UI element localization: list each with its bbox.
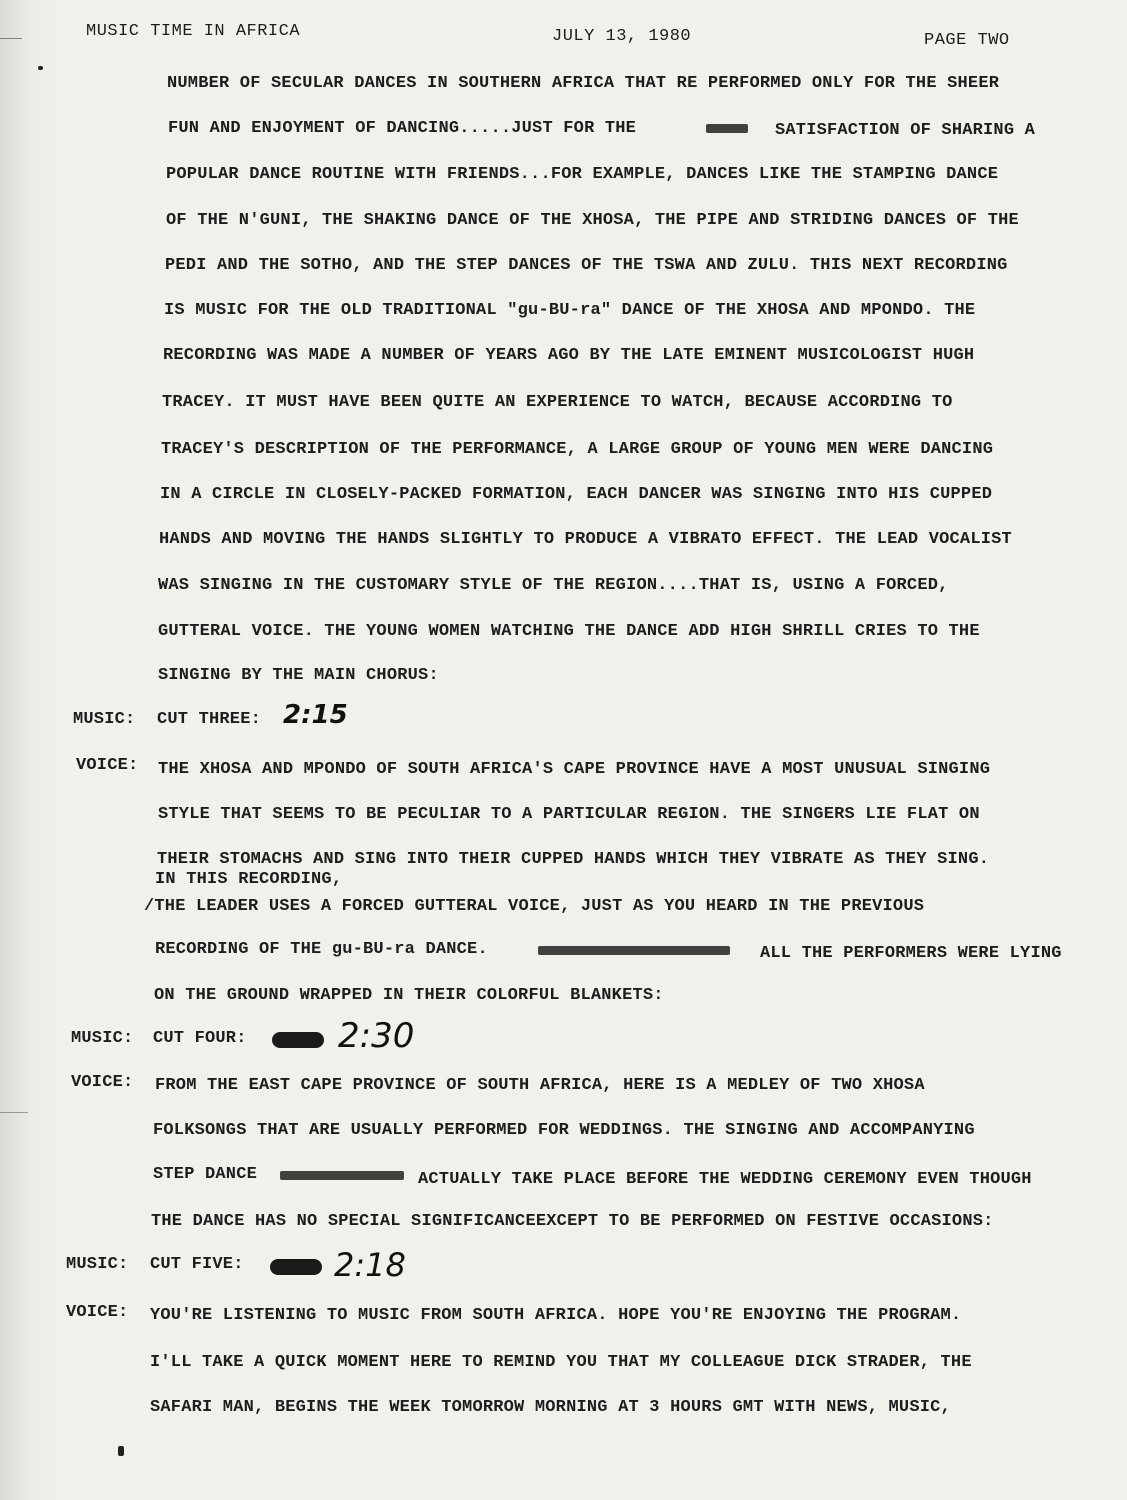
voice3-line-3: SAFARI MAN, BEGINS THE WEEK TOMORROW MORNING AT 3 HOURS GMT WITH NEWS, MUSIC,: [150, 1398, 951, 1417]
cut-five-label: CUT FIVE:: [150, 1255, 244, 1274]
para1-line-12: WAS SINGING IN THE CUSTOMARY STYLE OF THE REGION....THAT IS, USING A FORCED,: [158, 576, 949, 595]
para1-line-2b: SATISFACTION OF SHARING A: [775, 121, 1036, 140]
voice1-line-5a: RECORDING OF THE gu-BU-ra DANCE.: [155, 940, 488, 959]
music-label: MUSIC:: [66, 1255, 129, 1274]
voice2-line-3b: ACTUALLY TAKE PLACE BEFORE THE WEDDING CEREMONY EVEN THOUGH: [418, 1170, 1032, 1189]
voice2-line-2: FOLKSONGS THAT ARE USUALLY PERFORMED FOR WEDDINGS. THE SINGING AND ACCOMPANYING: [153, 1121, 975, 1140]
struck-out-text: [538, 946, 730, 955]
para1-line-8: TRACEY. IT MUST HAVE BEEN QUITE AN EXPERIENCE TO WATCH, BECAUSE ACCORDING TO: [162, 393, 953, 412]
voice-label: VOICE:: [66, 1303, 129, 1322]
scribbled-out-time: [270, 1259, 322, 1275]
voice1-line-2: STYLE THAT SEEMS TO BE PECULIAR TO A PARTICULAR REGION. THE SINGERS LIE FLAT ON: [158, 805, 980, 824]
cut-three-label: CUT THREE:: [157, 710, 262, 729]
voice1-line-6: ON THE GROUND WRAPPED IN THEIR COLORFUL BLANKETS:: [154, 986, 664, 1005]
para1-line-13: GUTTERAL VOICE. THE YOUNG WOMEN WATCHING THE DANCE ADD HIGH SHRILL CRIES TO THE: [158, 622, 980, 641]
para1-line-5: PEDI AND THE SOTHO, AND THE STEP DANCES OF THE TSWA AND ZULU. THIS NEXT RECORDING: [165, 256, 1008, 275]
para1-line-6: IS MUSIC FOR THE OLD TRADITIONAL "gu-BU-ra" DANCE OF THE XHOSA AND MPONDO. THE: [164, 301, 976, 320]
voice1-line-3: THEIR STOMACHS AND SING INTO THEIR CUPPED HANDS WHICH THEY VIBRATE AS THEY SING.: [157, 850, 990, 869]
cut-four-label: CUT FOUR:: [153, 1029, 247, 1048]
page-number: PAGE TWO: [924, 31, 1010, 50]
voice2-line-4: THE DANCE HAS NO SPECIAL SIGNIFICANCEEXCEPT TO BE PERFORMED ON FESTIVE OCCASIONS:: [151, 1212, 994, 1231]
cut-five-duration: 2:18: [334, 1246, 406, 1284]
scribbled-out-time: [272, 1032, 324, 1048]
edge-speck: [118, 1446, 124, 1456]
edge-scratch: [0, 38, 22, 39]
struck-out-word: [706, 124, 748, 133]
voice2-line-3a: STEP DANCE: [153, 1165, 258, 1184]
cut-four-duration: 2:30: [338, 1016, 415, 1056]
voice1-line-4: /THE LEADER USES A FORCED GUTTERAL VOICE, JUST AS YOU HEARD IN THE PREVIOUS: [144, 897, 925, 916]
para1-line-9: TRACEY'S DESCRIPTION OF THE PERFORMANCE, A LARGE GROUP OF YOUNG MEN WERE DANCING: [161, 440, 994, 459]
music-label: MUSIC:: [71, 1029, 134, 1048]
para1-line-14: SINGING BY THE MAIN CHORUS:: [158, 666, 439, 685]
voice1-line-1: THE XHOSA AND MPONDO OF SOUTH AFRICA'S CAPE PROVINCE HAVE A MOST UNUSUAL SINGING: [158, 760, 991, 779]
music-label: MUSIC:: [73, 710, 136, 729]
para1-line-10: IN A CIRCLE IN CLOSELY-PACKED FORMATION, EACH DANCER WAS SINGING INTO HIS CUPPED: [160, 485, 993, 504]
voice3-line-1: YOU'RE LISTENING TO MUSIC FROM SOUTH AFRICA. HOPE YOU'RE ENJOYING THE PROGRAM.: [150, 1306, 962, 1325]
edge-scratch: [0, 1112, 28, 1113]
voice2-line-1: FROM THE EAST CAPE PROVINCE OF SOUTH AFRICA, HERE IS A MEDLEY OF TWO XHOSA: [155, 1076, 925, 1095]
program-title: MUSIC TIME IN AFRICA: [86, 22, 301, 41]
para1-line-2a: FUN AND ENJOYMENT OF DANCING.....JUST FOR THE: [168, 119, 637, 138]
cut-three-duration: 2:15: [283, 700, 348, 730]
voice1-insertion: IN THIS RECORDING,: [155, 870, 343, 889]
para1-line-7: RECORDING WAS MADE A NUMBER OF YEARS AGO BY THE LATE EMINENT MUSICOLOGIST HUGH: [163, 346, 975, 365]
para1-line-4: OF THE N'GUNI, THE SHAKING DANCE OF THE XHOSA, THE PIPE AND STRIDING DANCES OF THE: [166, 211, 1019, 230]
broadcast-date: JULY 13, 1980: [552, 27, 692, 46]
struck-out-text: [280, 1171, 404, 1180]
edge-speck: [38, 66, 43, 70]
voice-label: VOICE:: [71, 1073, 134, 1092]
para1-line-3: POPULAR DANCE ROUTINE WITH FRIENDS...FOR EXAMPLE, DANCES LIKE THE STAMPING DANCE: [166, 165, 999, 184]
voice-label: VOICE:: [76, 756, 139, 775]
voice3-line-2: I'LL TAKE A QUICK MOMENT HERE TO REMIND YOU THAT MY COLLEAGUE DICK STRADER, THE: [150, 1353, 972, 1372]
para1-line-1: NUMBER OF SECULAR DANCES IN SOUTHERN AFRICA THAT RE PERFORMED ONLY FOR THE SHEER: [167, 74, 1000, 93]
voice1-line-5b: ALL THE PERFORMERS WERE LYING: [760, 944, 1062, 963]
para1-line-11: HANDS AND MOVING THE HANDS SLIGHTLY TO PRODUCE A VIBRATO EFFECT. THE LEAD VOCALIST: [159, 530, 1012, 549]
